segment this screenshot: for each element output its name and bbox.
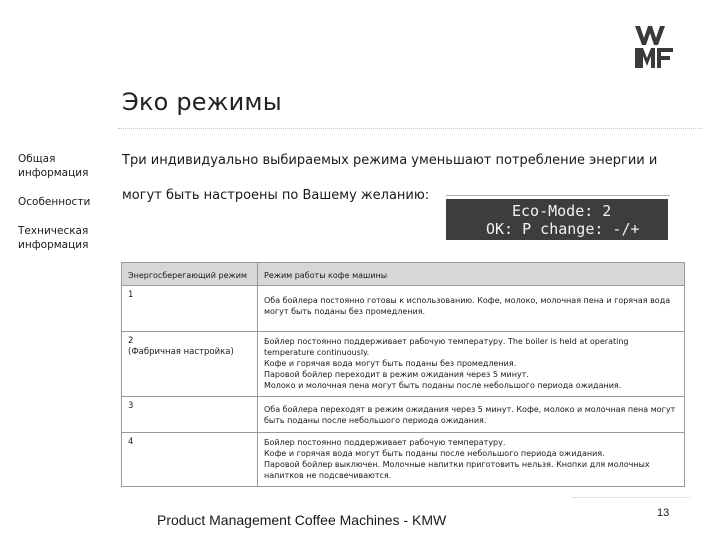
mode-cell (122, 286, 258, 332)
wmf-logo (634, 24, 674, 70)
header-machine-mode: Режим работы кофе машины (258, 263, 685, 286)
mode-cell (122, 332, 258, 397)
mode-label: 1 (128, 290, 134, 300)
page-number: 13 (657, 507, 670, 519)
mode-label: 3 (128, 401, 134, 411)
footer-divider (572, 497, 690, 498)
mode-label: 4 (128, 437, 134, 447)
title-divider (118, 128, 702, 129)
eco-mode-display (446, 199, 668, 240)
table-row (122, 332, 685, 397)
table-row (122, 433, 685, 487)
description-text: Бойлер постоянно поддерживает рабочую температуру. (264, 438, 506, 447)
description-text: Оба бойлера постоянно готовы к использованию. Кофе, молоко, молочная пена и горячая вода могут быть поданы без промедления. (264, 296, 671, 316)
mode-cell (122, 397, 258, 433)
description-cell (258, 332, 685, 397)
description-text: Молоко и молочная пена могут быть поданы после небольшого периода ожидания. (264, 381, 622, 390)
footer-text: Product Management Coffee Machines - KMW (157, 512, 447, 528)
nav-technical-info[interactable]: Техническая информация (18, 225, 89, 251)
eco-modes-table (121, 262, 685, 487)
mode-note: (Фабричная настройка) (128, 347, 234, 357)
mode-cell (122, 433, 258, 487)
description-text: Бойлер постоянно поддерживает рабочую температуру. The boiler is held at operating temperature continuously. (264, 337, 629, 357)
description-text: Паровой бойлер переходит в режим ожидания через 5 минут. (264, 370, 529, 379)
description-text: Паровой бойлер выключен. Молочные напитки приготовить нельзя. Кнопки для молочных напитков не подсвечиваются. (264, 460, 650, 480)
mode-label: 2 (128, 336, 134, 346)
display-line-2: OK: P change: -/+ (486, 220, 640, 238)
description-text: Кофе и горячая вода могут быть поданы после небольшого периода ожидания. (264, 449, 605, 458)
display-line-1: Eco-Mode: 2 (512, 202, 612, 220)
intro-text: Три индивидуально выбираемых режима уменьшают потребление энергии и могут быть настроены по Вашему желанию: (122, 153, 658, 203)
intro-divider (446, 195, 670, 196)
header-energy-mode: Энергосберегающий режим (122, 263, 258, 286)
table-row (122, 397, 685, 433)
description-text: Оба бойлера переходят в режим ожидания через 5 минут. Кофе, молоко и молочная пена могут быть поданы после небольшого периода ожидания. (264, 405, 676, 425)
description-text: Кофе и горячая вода могут быть поданы без промедления. (264, 359, 517, 368)
nav-general-info[interactable]: Общая информация (18, 153, 89, 179)
table-row (122, 286, 685, 332)
description-cell (258, 433, 685, 487)
description-cell (258, 397, 685, 433)
page-title: Эко режимы (122, 88, 282, 116)
description-cell (258, 286, 685, 332)
nav-features[interactable]: Особенности (18, 196, 91, 208)
table-header-row (122, 263, 685, 286)
